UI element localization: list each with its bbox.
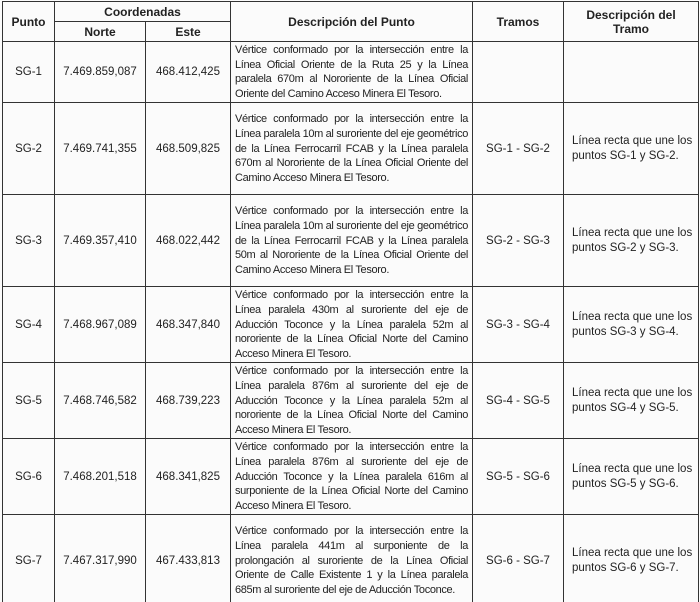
table-row <box>3 363 699 439</box>
este-cell: 468.509,825 <box>146 103 231 195</box>
punto-cell: SG-6 <box>3 439 55 515</box>
table-row <box>3 287 699 363</box>
este-cell: 468.341,825 <box>146 439 231 515</box>
punto-cell: SG-1 <box>3 42 55 103</box>
descripcion-punto-cell: Vértice conformado por la intersección entre la Línea Oficial Oriente de la Ruta 25 y la Línea paralela 670m al Nororiente de la Línea Oficial Oriente del Camino Acceso Minera El Tesoro. <box>231 42 473 103</box>
table-row <box>3 42 699 103</box>
punto-cell: SG-7 <box>3 515 55 602</box>
tramo-cell: SG-6 - SG-7 <box>473 515 564 602</box>
descripcion-tramo-cell: Línea recta que une los puntos SG-3 y SG-4. <box>564 287 699 363</box>
norte-cell: 7.468.746,582 <box>55 363 146 439</box>
header-punto: Punto <box>3 2 55 42</box>
norte-cell: 7.467.317,990 <box>55 515 146 602</box>
norte-cell: 7.468.201,518 <box>55 439 146 515</box>
descripcion-punto-cell: Vértice conformado por la intersección entre la Línea paralela 876m al suroriente del eje de Aducción Toconce y la Línea paralela 616m al surponiente de la Línea Oficial Norte del Camino Acceso Minera El Tesoro. <box>231 439 473 515</box>
punto-cell: SG-4 <box>3 287 55 363</box>
descripcion-tramo-cell: Línea recta que une los puntos SG-6 y SG-7. <box>564 515 699 602</box>
norte-cell: 7.469.357,410 <box>55 195 146 287</box>
header-descripcion-punto: Descripción del Punto <box>231 2 473 42</box>
descripcion-tramo-cell: Línea recta que une los puntos SG-4 y SG-5. <box>564 363 699 439</box>
punto-cell: SG-5 <box>3 363 55 439</box>
header-coordenadas: Coordenadas <box>55 2 231 22</box>
table-row <box>3 439 699 515</box>
norte-cell: 7.469.859,087 <box>55 42 146 103</box>
descripcion-punto-cell: Vértice conformado por la intersección entre la Línea paralela 430m al suroriente del eje de Aducción Toconce y la Línea paralela 52m al nororiente de la Línea Oficial Norte del Camino Acceso Minera El Tesoro. <box>231 287 473 363</box>
table-row <box>3 103 699 195</box>
norte-cell: 7.469.741,355 <box>55 103 146 195</box>
este-cell: 468.347,840 <box>146 287 231 363</box>
table-row <box>3 515 699 602</box>
table-row <box>3 195 699 287</box>
header-este: Este <box>146 22 231 42</box>
descripcion-tramo-cell: Línea recta que une los puntos SG-1 y SG-2. <box>564 103 699 195</box>
descripcion-punto-cell: Vértice conformado por la intersección entre la Línea paralela 10m al suroriente del eje geométrico de la Línea Ferrocarril FCAB y la Línea paralela 670m al Nororiente de la Línea Oficial Oriente del Camino Acceso Minera El Tesoro. <box>231 103 473 195</box>
punto-cell: SG-3 <box>3 195 55 287</box>
descripcion-punto-cell: Vértice conformado por la intersección entre la Línea paralela 10m al suroriente del eje geométrico de la Línea Ferrocarril FCAB y la Línea paralela 50m al Nororiente de la Línea Oficial Oriente del Camino Acceso Minera El Tesoro. <box>231 195 473 287</box>
tramo-cell: SG-4 - SG-5 <box>473 363 564 439</box>
este-cell: 468.412,425 <box>146 42 231 103</box>
tramo-cell: SG-2 - SG-3 <box>473 195 564 287</box>
este-cell: 468.022,442 <box>146 195 231 287</box>
header-tramos: Tramos <box>473 2 564 42</box>
punto-cell: SG-2 <box>3 103 55 195</box>
norte-cell: 7.468.967,089 <box>55 287 146 363</box>
tramo-cell: SG-5 - SG-6 <box>473 439 564 515</box>
descripcion-punto-cell: Vértice conformado por la intersección entre la Línea paralela 876m al suroriente del eje de Aducción Toconce y la Línea paralela 52m al nororiente de la Línea Oficial Norte del Camino Acceso Minera El Tesoro. <box>231 363 473 439</box>
este-cell: 468.739,223 <box>146 363 231 439</box>
este-cell: 467.433,813 <box>146 515 231 602</box>
descripcion-tramo-cell: Línea recta que une los puntos SG-5 y SG-6. <box>564 439 699 515</box>
tramo-cell: SG-1 - SG-2 <box>473 103 564 195</box>
tramo-cell <box>473 42 564 103</box>
tramo-cell: SG-3 - SG-4 <box>473 287 564 363</box>
coordinates-table <box>2 1 699 602</box>
descripcion-tramo-cell: Línea recta que une los puntos SG-2 y SG-3. <box>564 195 699 287</box>
descripcion-punto-cell: Vértice conformado por la intersección entre la Línea paralela 441m al surponiente de la prolongación al suroriente de la Línea Oficial Oriente de Calle Existente 1 y la Línea paralela 685m al suroriente del eje de Aducción Toconce. <box>231 515 473 602</box>
descripcion-tramo-cell <box>564 42 699 103</box>
header-norte: Norte <box>55 22 146 42</box>
header-descripcion-tramo: Descripción del Tramo <box>564 2 699 42</box>
